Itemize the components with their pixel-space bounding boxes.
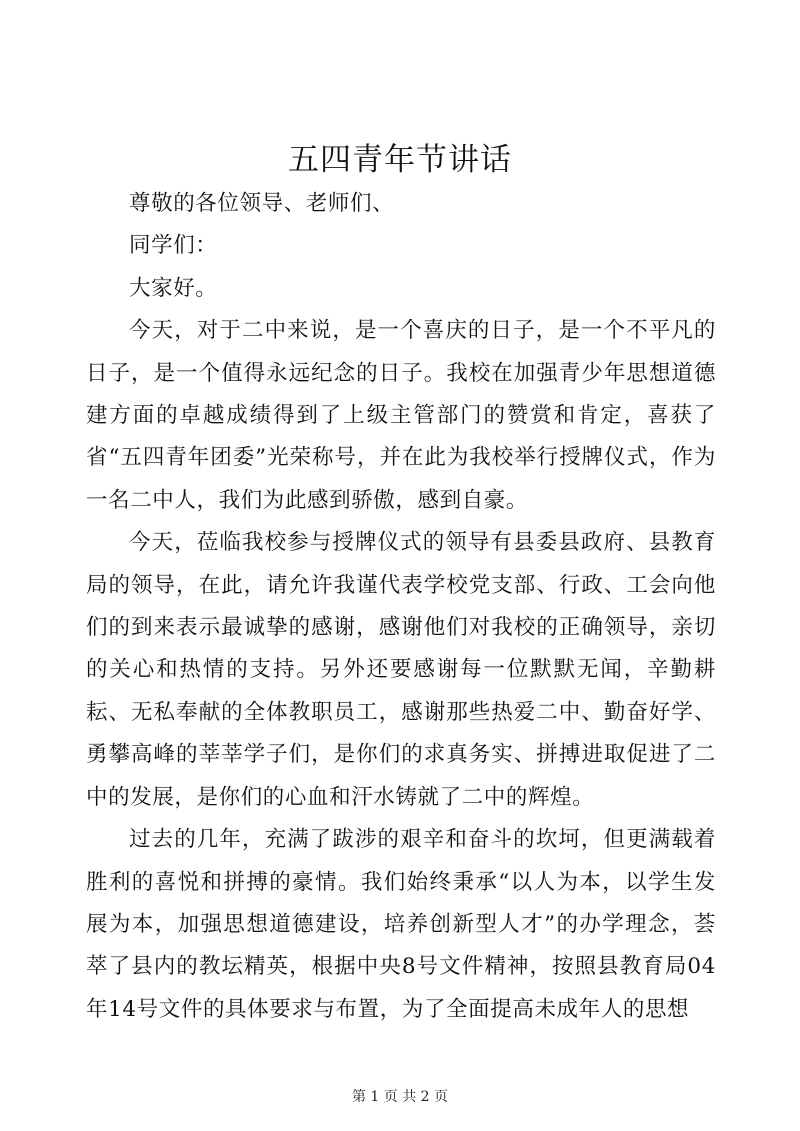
- body-paragraph-2: 今天，莅临我校参与授牌仪式的领导有县委县政府、县教育局的领导，在此，请允许我谨代表学校党支部、行政、工会向他们的到来表示最诚挚的感谢，感谢他们对我校的正确领导，亲切的关心和热情的支持。另外还要感谢每一位默默无闻，辛勤耕耘、无私奉献的全体教职员工，感谢那些热爱二中、勤奋好学、勇攀高峰的莘莘学子们，是你们的求真务实、拼搏进取促进了二中的发展，是你们的心血和汗水铸就了二中的辉煌。: [86, 530, 716, 810]
- body-paragraph-3: 过去的几年，充满了跋涉的艰辛和奋斗的坎坷，但更满载着胜利的喜悦和拼搏的豪情。我们始终秉承“以人为本，以学生发展为本，加强思想道德建设，培养创新型人才”的办学理念，荟萃了县内的教坛精英，根据中央8号文件精神，按照县教育局04年14号文件的具体要求与布置，为了全面提高未成年人的思想: [86, 827, 716, 1022]
- document-title: 五四青年节讲话: [288, 142, 512, 178]
- body-paragraph-1: 今天，对于二中来说，是一个喜庆的日子，是一个不平凡的日子，是一个值得永远纪念的日子。我校在加强青少年思想道德建方面的卓越成绩得到了上级主管部门的赞赏和肯定，喜获了省“五四青年团委”光荣称号，并在此为我校举行授牌仪式，作为一名二中人，我们为此感到骄傲，感到自豪。: [86, 318, 716, 513]
- salutation-line-1: 尊敬的各位领导、老师们、: [129, 191, 395, 216]
- document-body: [86, 183, 716, 1031]
- salutation-line-2: 同学们：: [129, 233, 218, 259]
- greeting-line: 大家好。: [129, 275, 218, 301]
- page-footer: 第 1 页 共 2 页: [351, 1089, 449, 1105]
